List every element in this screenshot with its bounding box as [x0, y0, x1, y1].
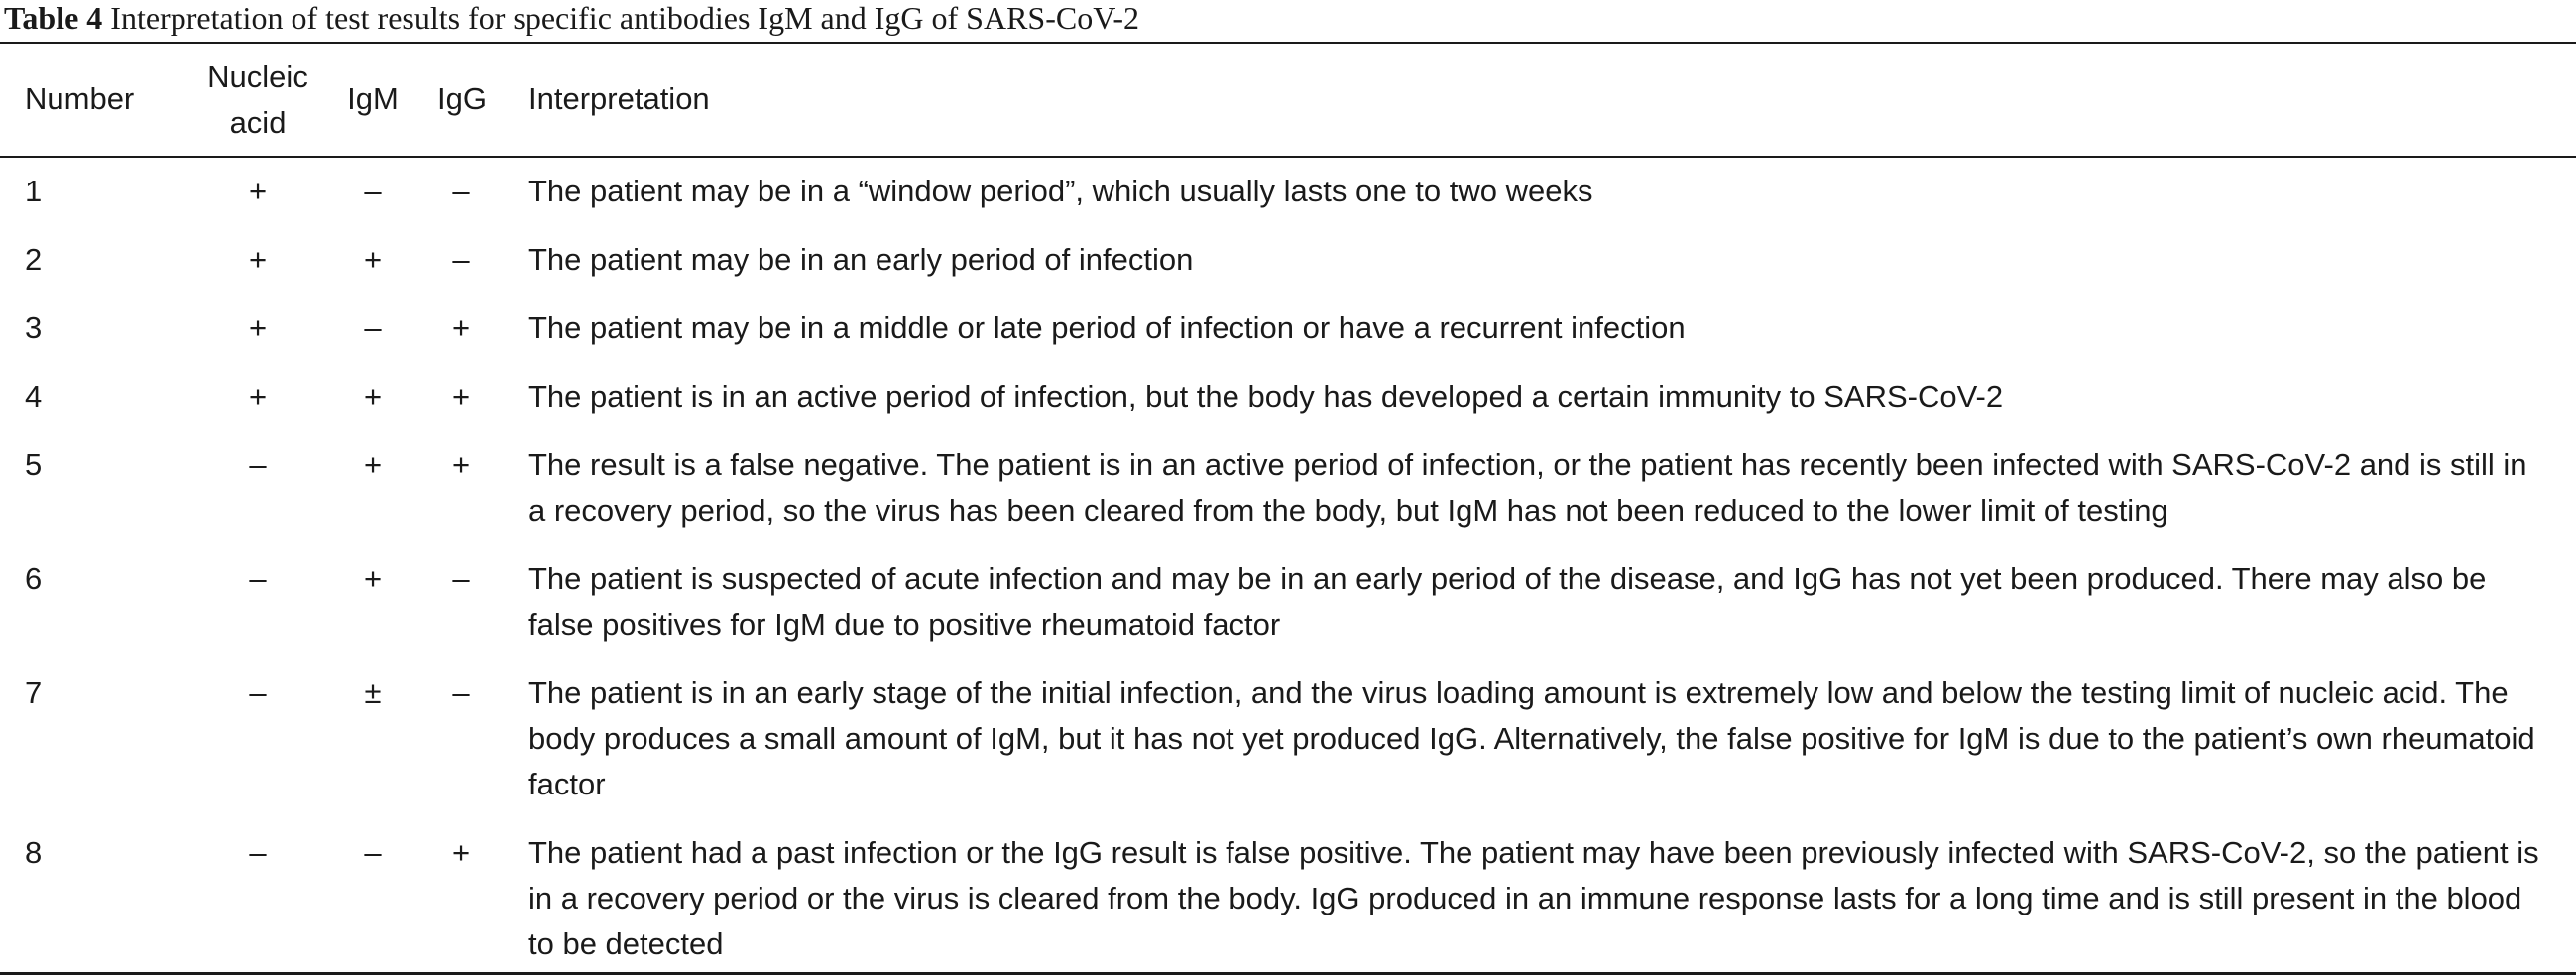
cell-nucleic-acid: – — [249, 675, 267, 710]
table-title: Interpretation of test results for specific antibodies IgM and IgG of SARS-CoV-2 — [110, 0, 1140, 36]
cell-interpretation: The patient may be in a “window period”, which usually lasts one to two weeks — [528, 174, 1593, 208]
cell-nucleic-acid: – — [249, 447, 267, 482]
cell-igg: + — [451, 447, 471, 482]
cell-igm: + — [363, 379, 383, 414]
cell-nucleic-acid: + — [248, 379, 268, 414]
cell-interpretation: The patient may be in an early period of infection — [528, 242, 1194, 277]
header-igg: IgG — [437, 81, 487, 116]
cell-igm: + — [363, 242, 383, 277]
cell-interpretation: The patient may be in a middle or late period of infection or have a recurrent infection — [528, 310, 1686, 345]
cell-igm: + — [363, 561, 383, 596]
table-label: Table 4 — [4, 0, 103, 36]
cell-igg: + — [451, 835, 471, 870]
cell-interpretation: The patient is in an early stage of the initial infection, and the virus loading amount is extremely low and below the testing limit of nucleic acid. The body produces a small amount of IgM, but it has not yet produced IgG. Alternatively, the false positive for IgM is due to the patient’s own rheumatoid factor — [528, 675, 2535, 801]
header-rule — [0, 156, 2576, 158]
cell-number: 2 — [25, 242, 43, 277]
header-number: Number — [25, 81, 135, 116]
cell-number: 1 — [25, 174, 43, 208]
cell-nucleic-acid: – — [249, 835, 267, 870]
header-nucleic-acid: Nucleic acid — [207, 60, 308, 140]
cell-number: 6 — [25, 561, 43, 596]
cell-nucleic-acid: + — [248, 174, 268, 208]
cell-interpretation: The patient is suspected of acute infection and may be in an early period of the disease, and IgG has not yet been produced. There may also be false positives for IgM due to positive rheumatoid factor — [528, 561, 2487, 642]
cell-number: 5 — [25, 447, 43, 482]
cell-igg: + — [451, 310, 471, 345]
header-igm: IgM — [347, 81, 399, 116]
cell-interpretation: The result is a false negative. The patient is in an active period of infection, or the patient has recently been infected with SARS-CoV-2 and is still in a recovery period, so the virus has been cleared from the body, but IgM has not been reduced to the lower limit of testing — [528, 447, 2527, 528]
cell-igm: – — [364, 835, 382, 870]
cell-igm: – — [364, 310, 382, 345]
cell-nucleic-acid: + — [248, 310, 268, 345]
bottom-rule — [0, 972, 2576, 975]
cell-igg: + — [451, 379, 471, 414]
cell-interpretation: The patient is in an active period of infection, but the body has developed a certain immunity to SARS-CoV-2 — [528, 379, 2004, 414]
cell-igm: + — [363, 447, 383, 482]
cell-igg: – — [452, 174, 470, 208]
table-caption — [4, 0, 1139, 40]
cell-number: 3 — [25, 310, 43, 345]
header-interpretation: Interpretation — [528, 81, 710, 116]
cell-nucleic-acid: – — [249, 561, 267, 596]
cell-igg: – — [452, 561, 470, 596]
cell-igg: – — [452, 675, 470, 710]
top-rule — [0, 42, 2576, 44]
cell-number: 4 — [25, 379, 43, 414]
cell-igm: ± — [364, 675, 382, 710]
cell-nucleic-acid: + — [248, 242, 268, 277]
cell-interpretation: The patient had a past infection or the IgG result is false positive. The patient may have been previously infected with SARS-CoV-2, so the patient is in a recovery period or the virus is cleared from the body. IgG produced in an immune response lasts for a long time and is still present in the blood to be detected — [528, 835, 2539, 961]
cell-igg: – — [452, 242, 470, 277]
cell-number: 7 — [25, 675, 43, 710]
cell-igm: – — [364, 174, 382, 208]
cell-number: 8 — [25, 835, 43, 870]
